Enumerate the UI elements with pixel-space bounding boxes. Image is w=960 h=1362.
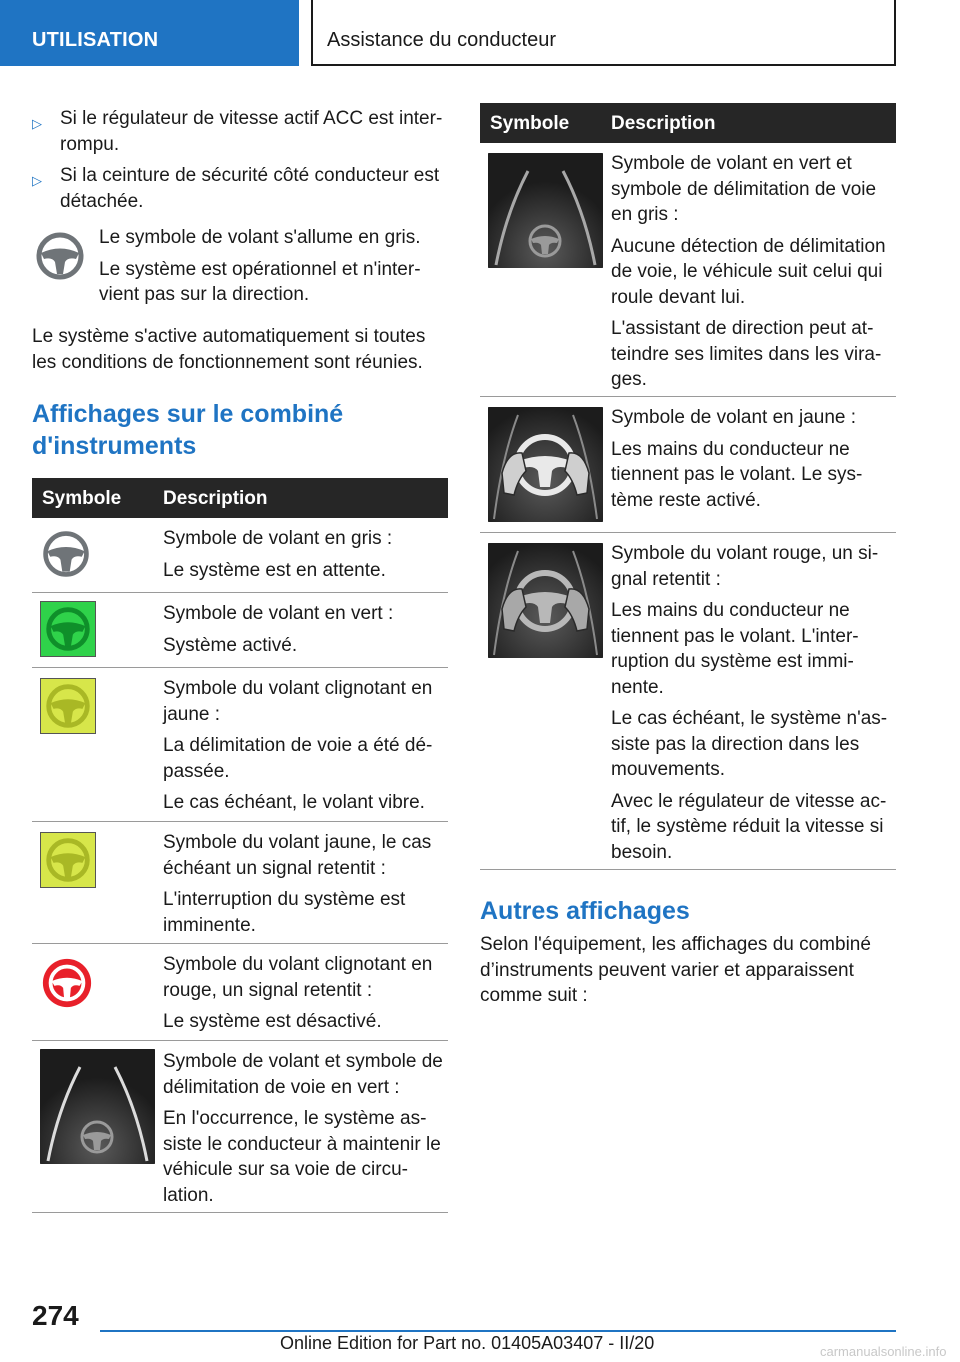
row-description: [611, 405, 892, 519]
description-line: Le système est en attente.: [163, 559, 386, 581]
description-line: L'interruption du système est imminente.: [163, 889, 406, 936]
column-header-description: Description: [611, 113, 716, 134]
description-line: Système activé.: [163, 634, 298, 656]
section-title: Autres affichages: [480, 897, 690, 925]
description-line: Symbole du volant rouge, un signal retentit :: [611, 543, 879, 590]
description-line: Symbole du volant clignotant en jaune :: [163, 678, 433, 725]
section-paragraph: Selon l'équipement, les affichages du combiné d’instruments peuvent varier et apparaissent comme suit :: [480, 934, 871, 1006]
description-line: Symbole de volant en vert et symbole de délimitation de voie en gris :: [611, 153, 877, 225]
section-title-line: d'instruments: [32, 432, 197, 460]
hands-on-wheel-red-icon: [488, 543, 603, 658]
table-row: [32, 822, 448, 944]
description-line: Symbole de volant en vert :: [163, 603, 394, 624]
row-description: [163, 952, 444, 1041]
column-header-symbol: Symbole: [42, 488, 122, 509]
row-description: [611, 541, 892, 871]
section-title-line: Affichages sur le combiné: [32, 400, 344, 428]
description-line: Le système est désactivé.: [163, 1011, 382, 1032]
triangle-bullet-icon: ▷: [32, 173, 42, 188]
table-row: [32, 944, 448, 1041]
header-chapter-label: Assistance du conducteur: [327, 29, 557, 51]
bullet-text: Si la ceinture de sécurité côté conducteur est détachée.: [60, 165, 440, 212]
footer-edition: Online Edition for Part no. 01405A03407 - II/20: [280, 1333, 655, 1353]
description-line: Avec le régulateur de vitesse actif, le système réduit la vitesse si besoin.: [611, 790, 887, 863]
icon-note: [99, 225, 448, 308]
table-row: [32, 593, 448, 668]
icon-note-line: Le symbole de volant s'allume en gris.: [99, 227, 421, 248]
steering-wheel-green-icon: [40, 601, 96, 657]
description-line: Le cas échéant, le système n'assiste pas la direction dans les mouvements.: [611, 708, 888, 780]
page-number: 274: [32, 1300, 79, 1331]
description-line: Les mains du conducteur ne tiennent pas le volant. Le système reste activé.: [611, 438, 863, 511]
description-line: Symbole de volant en gris :: [163, 528, 393, 549]
description-line: Symbole de volant en jaune :: [611, 407, 857, 428]
description-line: L'assistant de direction peut atteindre ses limites dans les virages.: [611, 318, 882, 390]
lane-steering-grey-icon: [488, 153, 603, 268]
footer-rule: [100, 1330, 896, 1332]
table-header: [480, 103, 896, 143]
lane-steering-green-icon: [40, 1049, 155, 1164]
row-description: [163, 601, 444, 664]
intro-paragraph: Le système s'active automatiquement si toutes les conditions de fonctionnement sont réunies.: [32, 326, 426, 373]
table-row: [480, 397, 896, 533]
row-description: [163, 1049, 444, 1214]
header-section-label: UTILISATION: [32, 29, 159, 51]
description-line: Aucune détection de délimitation de voie, le véhicule suit celui qui roule devant lui.: [611, 235, 886, 308]
row-description: [611, 151, 892, 399]
row-description: [163, 526, 444, 589]
description-line: Les mains du conducteur ne tiennent pas le volant. L'interruption du système est imminente.: [611, 600, 859, 698]
description-line: En l'occurrence, le système assiste le conducteur à maintenir le véhicule sur sa voie de circulation.: [163, 1108, 441, 1206]
description-line: Symbole de volant et symbole de délimitation de voie en vert :: [163, 1051, 443, 1098]
watermark: carmanualsonline.info: [820, 1344, 947, 1359]
steering-wheel-yellow-icon: [40, 832, 96, 888]
steering-wheel-yellow-blinking-icon: [40, 678, 96, 734]
column-header-symbol: Symbole: [490, 113, 570, 134]
table-row: [32, 668, 448, 822]
bullet-item: [32, 106, 448, 157]
column-header-description: Description: [163, 488, 268, 509]
section-title: [32, 398, 448, 462]
bullet-text: Si le régulateur de vitesse actif ACC est interrompu.: [60, 108, 443, 155]
header-chapter-box: [311, 0, 896, 66]
description-line: Symbole du volant clignotant en rouge, un signal retentit :: [163, 954, 433, 1001]
triangle-bullet-icon: ▷: [32, 116, 42, 131]
header-section-tab: [0, 0, 299, 66]
table-row: [32, 518, 448, 593]
steering-wheel-grey-icon: [32, 232, 88, 278]
table-row: [480, 143, 896, 397]
table-row: [32, 1041, 448, 1213]
description-line: Symbole du volant jaune, le cas échéant un signal retentit :: [163, 832, 432, 879]
steering-wheel-grey-icon: [40, 528, 92, 585]
steering-wheel-red-icon: [40, 956, 94, 1015]
row-description: [163, 676, 444, 822]
table-header: [32, 478, 448, 518]
description-line: Le cas échéant, le volant vibre.: [163, 792, 425, 813]
hands-on-wheel-yellow-icon: [488, 407, 603, 522]
description-line: La délimitation de voie a été dépassée.: [163, 735, 433, 782]
bullet-item: [32, 163, 448, 214]
table-row: [480, 533, 896, 870]
icon-note-line: Le système est opérationnel et n'intervient pas sur la direction.: [99, 258, 421, 305]
row-description: [163, 830, 444, 944]
